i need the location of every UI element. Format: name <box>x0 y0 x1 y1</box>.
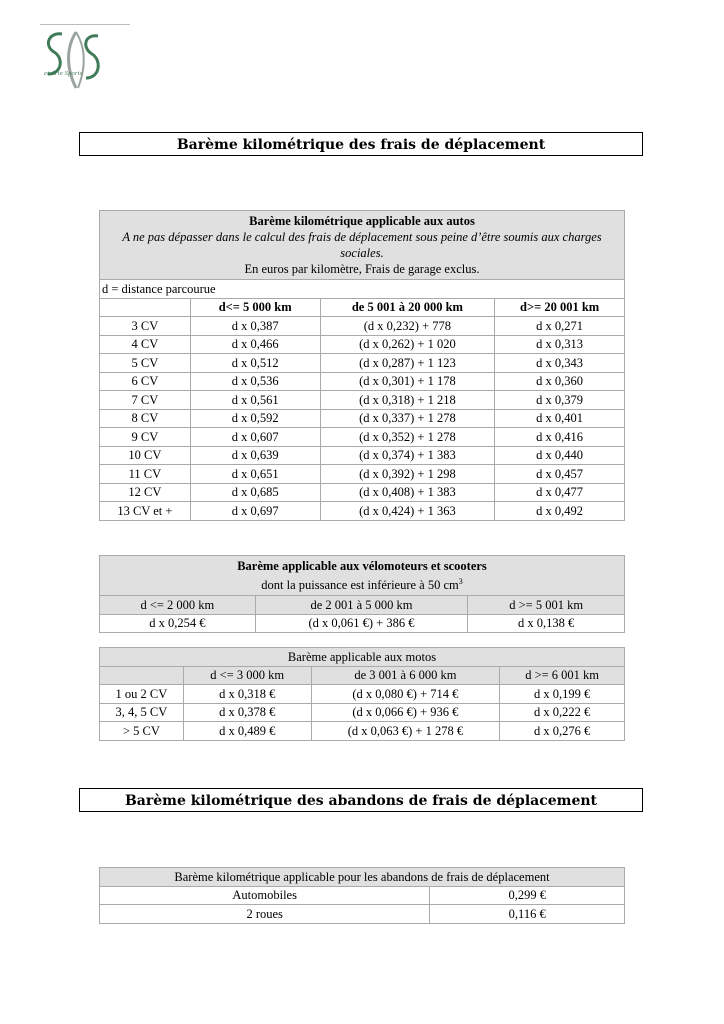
autos-empty-header <box>100 298 191 317</box>
table-row <box>100 317 625 336</box>
table-cell: d x 0,387 <box>190 317 320 336</box>
table-cell: 13 CV et + <box>100 502 191 521</box>
table-cell: (d x 0,262) + 1 020 <box>320 335 495 354</box>
table-cell: d x 0,685 <box>190 483 320 502</box>
table-row <box>100 886 625 905</box>
abandons-table <box>99 867 625 924</box>
table-cell: 0,116 € <box>430 905 625 924</box>
velo-col-header: d >= 5 001 km <box>468 596 625 615</box>
table-cell: (d x 0,232) + 778 <box>320 317 495 336</box>
table-cell: (d x 0,301) + 1 178 <box>320 372 495 391</box>
abandons-title-row <box>100 868 625 887</box>
table-row <box>100 722 625 741</box>
table-cell: 4 CV <box>100 335 191 354</box>
table-cell: (d x 0,066 €) + 936 € <box>311 703 500 722</box>
table-cell: d x 0,271 <box>495 317 625 336</box>
table-row <box>100 354 625 373</box>
velo-title: Barème applicable aux vélomoteurs et scooters <box>237 559 487 573</box>
table-cell: (d x 0,424) + 1 363 <box>320 502 495 521</box>
table-row <box>100 905 625 924</box>
table-row <box>100 391 625 410</box>
table-cell: d x 0,592 <box>190 409 320 428</box>
table-cell: (d x 0,080 €) + 714 € <box>311 685 500 704</box>
autos-col-header: d>= 20 001 km <box>495 298 625 317</box>
motos-col-header: d >= 6 001 km <box>500 666 625 685</box>
table-row <box>100 483 625 502</box>
table-cell: d x 0,222 € <box>500 703 625 722</box>
autos-note: A ne pas dépasser dans le calcul des frais de déplacement sous peine d’être soumis aux charges sociales. <box>122 230 602 260</box>
table-cell: d x 0,343 <box>495 354 625 373</box>
logo <box>40 28 118 94</box>
table-cell: (d x 0,287) + 1 123 <box>320 354 495 373</box>
table-cell: d x 0,318 € <box>183 685 311 704</box>
table-cell: 9 CV <box>100 428 191 447</box>
autos-table <box>99 210 625 521</box>
section-title-abandons: Barème kilométrique des abandons de frais de déplacement <box>79 788 643 812</box>
table-cell: d x 0,416 <box>495 428 625 447</box>
table-cell: 11 CV <box>100 465 191 484</box>
table-cell: 8 CV <box>100 409 191 428</box>
motos-empty-header <box>100 666 184 685</box>
top-rule <box>40 24 130 25</box>
table-cell: (d x 0,063 €) + 1 278 € <box>311 722 500 741</box>
table-cell: d x 0,313 <box>495 335 625 354</box>
table-cell: d x 0,466 <box>190 335 320 354</box>
table-cell: (d x 0,337) + 1 278 <box>320 409 495 428</box>
motos-column-row <box>100 666 625 685</box>
velo-value-row <box>100 614 625 633</box>
table-cell: 5 CV <box>100 354 191 373</box>
table-cell: d x 0,536 <box>190 372 320 391</box>
autos-header-row <box>100 211 625 280</box>
table-cell: d x 0,401 <box>495 409 625 428</box>
autos-distance-row <box>100 280 625 299</box>
table-row <box>100 446 625 465</box>
table-cell: (d x 0,392) + 1 298 <box>320 465 495 484</box>
table-cell: d x 0,489 € <box>183 722 311 741</box>
table-cell: 2 roues <box>100 905 430 924</box>
table-cell: (d x 0,408) + 1 383 <box>320 483 495 502</box>
table-cell: > 5 CV <box>100 722 184 741</box>
table-cell: d x 0,697 <box>190 502 320 521</box>
table-cell: d x 0,360 <box>495 372 625 391</box>
table-cell: d x 0,512 <box>190 354 320 373</box>
table-cell: Automobiles <box>100 886 430 905</box>
abandons-title: Barème kilométrique applicable pour les abandons de frais de déplacement <box>100 868 625 887</box>
table-cell: d x 0,651 <box>190 465 320 484</box>
table-cell: d x 0,378 € <box>183 703 311 722</box>
autos-column-row <box>100 298 625 317</box>
table-row <box>100 335 625 354</box>
table-cell: d x 0,457 <box>495 465 625 484</box>
velo-col-header: de 2 001 à 5 000 km <box>255 596 468 615</box>
table-row <box>100 428 625 447</box>
table-cell: d x 0,561 <box>190 391 320 410</box>
logo-monogram-icon <box>40 28 118 94</box>
table-cell: 12 CV <box>100 483 191 502</box>
table-cell: d x 0,276 € <box>500 722 625 741</box>
table-row <box>100 372 625 391</box>
velo-subtitle-sup: 3 <box>458 577 463 586</box>
velo-table <box>99 555 625 633</box>
autos-header-cell <box>100 211 625 280</box>
velo-col-header: d <= 2 000 km <box>100 596 256 615</box>
table-cell: d x 0,379 <box>495 391 625 410</box>
motos-table <box>99 647 625 741</box>
autos-col-header: de 5 001 à 20 000 km <box>320 298 495 317</box>
table-cell: d x 0,492 <box>495 502 625 521</box>
table-row <box>100 465 625 484</box>
velo-column-row <box>100 596 625 615</box>
table-row <box>100 502 625 521</box>
table-cell: d x 0,639 <box>190 446 320 465</box>
table-cell: 3 CV <box>100 317 191 336</box>
table-cell: 0,299 € <box>430 886 625 905</box>
velo-subtitle: dont la puissance est inférieure à 50 cm <box>261 578 459 593</box>
table-cell: 7 CV <box>100 391 191 410</box>
table-row <box>100 409 625 428</box>
table-cell: (d x 0,374) + 1 383 <box>320 446 495 465</box>
table-row <box>100 703 625 722</box>
table-cell: 6 CV <box>100 372 191 391</box>
motos-col-header: de 3 001 à 6 000 km <box>311 666 500 685</box>
section-title-frais: Barème kilométrique des frais de déplacement <box>79 132 643 156</box>
velo-header-row <box>100 556 625 596</box>
motos-title: Barème applicable aux motos <box>100 648 625 667</box>
autos-title: Barème kilométrique applicable aux autos <box>249 214 475 228</box>
logo-script-text: et Arte Sports <box>44 70 83 77</box>
table-cell: d x 0,440 <box>495 446 625 465</box>
table-cell: d x 0,607 <box>190 428 320 447</box>
velo-value: (d x 0,061 €) + 386 € <box>255 614 468 633</box>
table-cell: d x 0,199 € <box>500 685 625 704</box>
table-row <box>100 685 625 704</box>
motos-title-row <box>100 648 625 667</box>
autos-distance-note: d = distance parcourue <box>100 280 625 299</box>
table-cell: 10 CV <box>100 446 191 465</box>
velo-header-cell <box>100 556 625 596</box>
velo-value: d x 0,254 € <box>100 614 256 633</box>
autos-col-header: d<= 5 000 km <box>190 298 320 317</box>
table-cell: d x 0,477 <box>495 483 625 502</box>
motos-col-header: d <= 3 000 km <box>183 666 311 685</box>
table-cell: (d x 0,318) + 1 218 <box>320 391 495 410</box>
velo-value: d x 0,138 € <box>468 614 625 633</box>
table-cell: (d x 0,352) + 1 278 <box>320 428 495 447</box>
autos-units: En euros par kilomètre, Frais de garage exclus. <box>244 262 480 276</box>
table-cell: 3, 4, 5 CV <box>100 703 184 722</box>
table-cell: 1 ou 2 CV <box>100 685 184 704</box>
